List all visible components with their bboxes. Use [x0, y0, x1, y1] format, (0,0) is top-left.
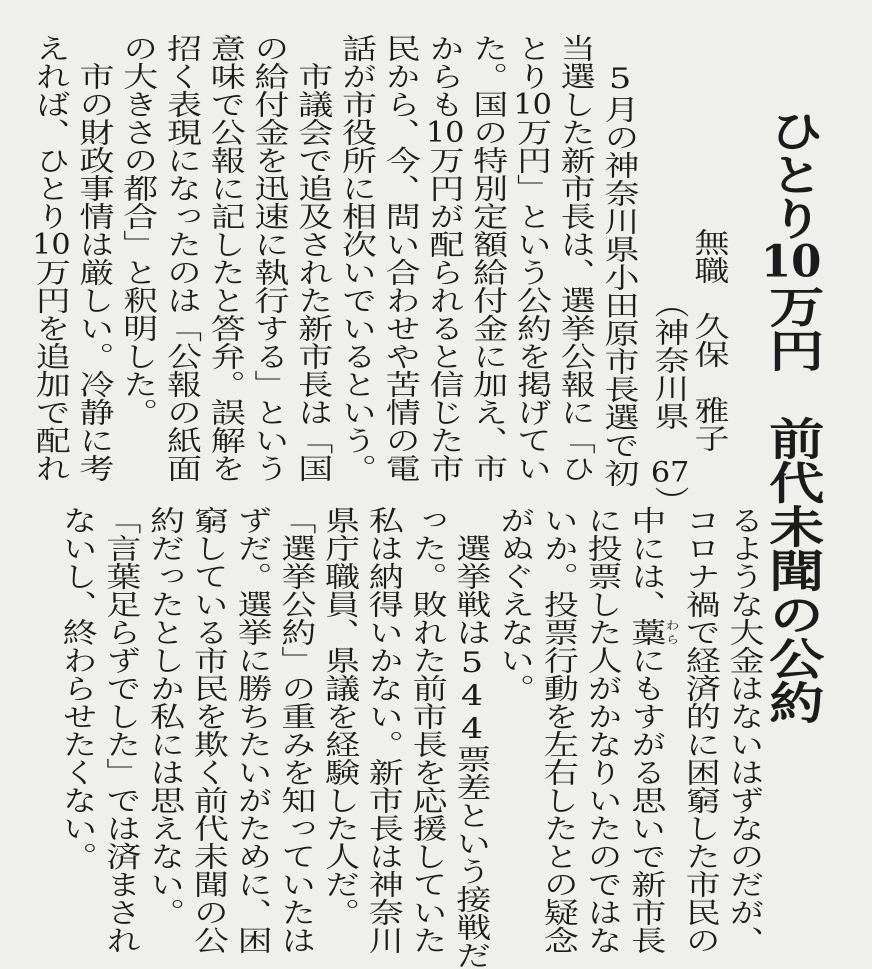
text-column: 話が市役所に相次いでいるという。 — [337, 34, 379, 482]
text-column: ずだ。選挙に勝ちたいがために、困 — [232, 506, 274, 954]
ruby-annotation: 藁わら — [626, 618, 681, 646]
text-column: 中には、藁わらにもすがる思いで新市長 — [626, 506, 681, 954]
article-body-lower — [57, 506, 767, 969]
text-column: 約だったとしか私には思えない。 — [145, 506, 187, 926]
text-column: コロナ禍で経済的に困窮した市民の — [680, 506, 722, 954]
text-column: 当選した新市長は、選挙公報に「ひ — [555, 34, 597, 482]
tcy-number: 10 — [425, 118, 465, 146]
headline: ひとり10万円 前代未聞の公約 — [759, 108, 823, 724]
text-column: た。国の特別定額給付金に加え、市 — [468, 34, 510, 482]
text-column: 民から、今、問い合わせや苦情の電 — [380, 34, 422, 482]
author-location-age: （神奈川県 67） — [649, 290, 691, 514]
text-column: 窮している市民を欺く前代未聞の公 — [188, 506, 231, 954]
text-column: えれば、ひとり10万円を追加で配れ — [30, 34, 72, 482]
tcy-number: 10 — [32, 230, 71, 258]
text-column: 「選挙公約」の重みを知っていたは — [276, 506, 318, 954]
text-column: とり10万円」という公約を掲げてい — [512, 34, 554, 482]
text-column: ないし、終わらせたくない。 — [57, 506, 99, 870]
text-column: った。敗れた前市長を応援していた — [407, 506, 449, 954]
text-column: るような大金はないはずなのだが、 — [724, 506, 766, 954]
furigana: わら — [663, 618, 681, 646]
text-column: 5月の神奈川県小田原市長選で初 — [599, 34, 641, 487]
byline-occupation-name — [688, 228, 732, 468]
article-title — [759, 108, 823, 738]
text-column: の大きさの都合」と釈明した。 — [118, 34, 160, 426]
tcy-number: 67 — [650, 458, 690, 486]
tcy-number: 10 — [760, 240, 822, 284]
text-column: 招く表現になったのは「公報の紙面 — [162, 34, 204, 482]
text-column: 意味で公報に記したと答弁。誤解を — [205, 34, 247, 482]
text-column: に投票した人がかなりいたのではな — [582, 506, 624, 954]
text-column: がぬぐえない。 — [495, 506, 537, 702]
text-column: の給付金を迅速に執行する」という — [249, 34, 291, 482]
text-column: 県庁職員、県議を経験した人だ。 — [320, 506, 362, 926]
text-column: いか。投票行動を左右したとの疑念 — [538, 506, 581, 954]
author-name: 無職 久保 雅子 — [689, 228, 731, 452]
tcy-number: 10 — [513, 90, 552, 118]
text-column: 私は納得いかない。新市長は神奈川 — [363, 506, 406, 954]
text-column: からも10万円が配られると信じた市 — [424, 34, 466, 482]
text-column: 市の財政事情は厳しい。冷静に考 — [74, 34, 116, 482]
byline-location-age — [648, 290, 692, 530]
text-column: 「言葉足らずでした」では済まされ — [101, 506, 143, 954]
text-column: 市議会で追及された新市長は「国 — [293, 34, 335, 482]
text-column: 選挙戦は544票差という接戦だ — [451, 506, 493, 969]
article-body-upper — [30, 34, 643, 486]
